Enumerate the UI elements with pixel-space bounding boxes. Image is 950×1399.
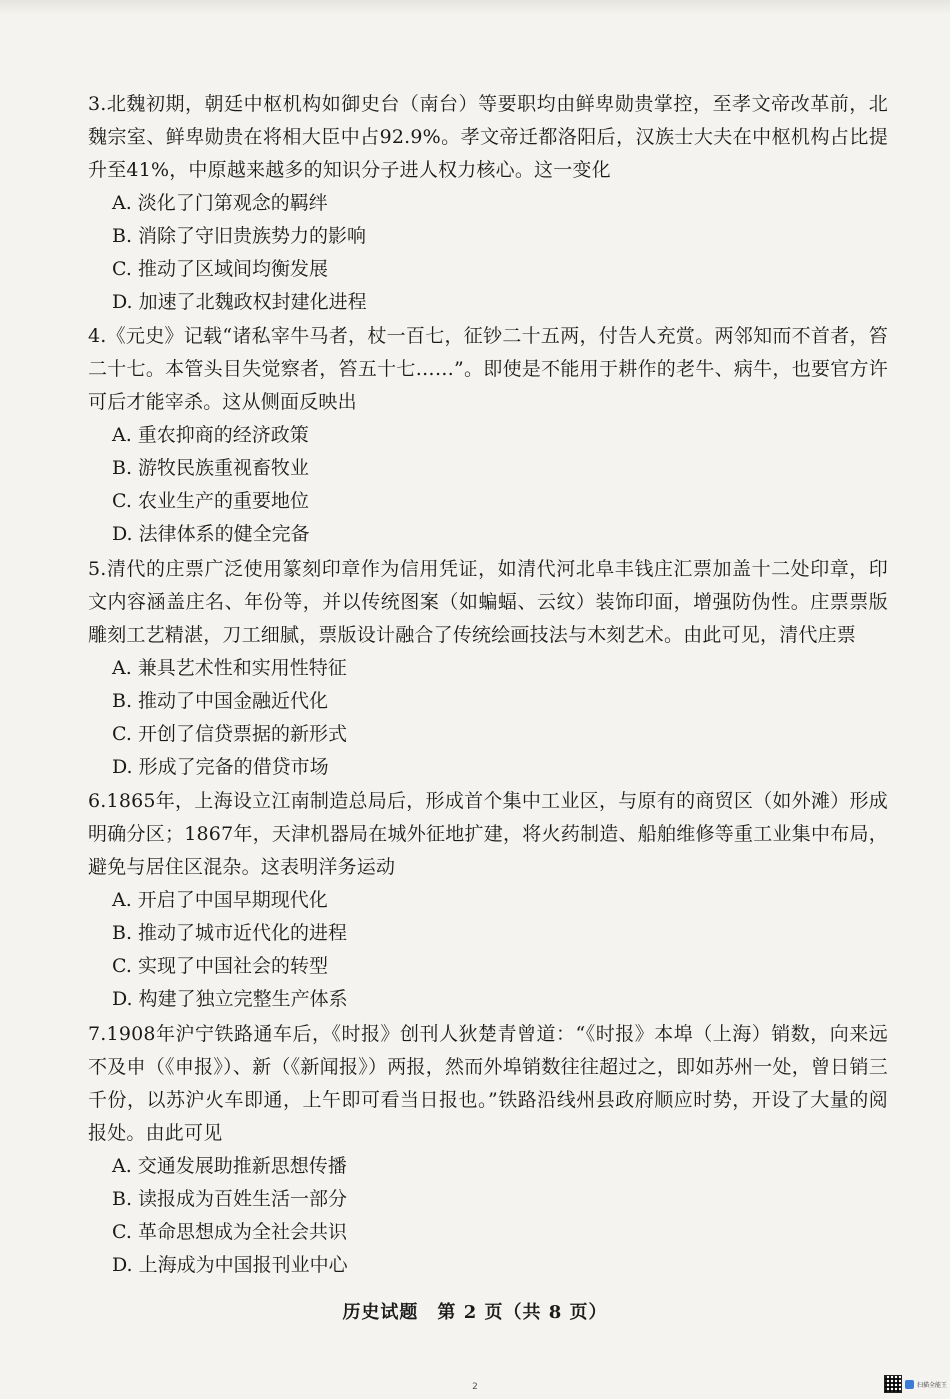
question-4 [88,320,888,551]
option-a: A. 兼具艺术性和实用性特征 [112,657,347,679]
question-stem: 4.《元史》记载“诸私宰牛马者，杖一百七，征钞二十五两，付告人充赏。两邻知而不首者，笞二十七。本管头目失觉察者，笞五十七……”。即使是不能用于耕作的老牛、病牛，也要官方许可后才能宰杀。这从侧面反映出 [88,325,888,413]
question-5 [88,553,888,784]
option-b: B. 推动了中国金融近代化 [112,690,329,712]
option-d: D. 加速了北魏政权封建化进程 [112,291,367,313]
qr-code-icon [884,1375,902,1393]
question-6 [88,785,888,1016]
option-a: A. 淡化了门第观念的羁绊 [112,192,328,214]
option-c: C. 推动了区域间均衡发展 [112,258,328,280]
question-7 [88,1018,888,1282]
option-a: A. 交通发展助推新思想传播 [112,1155,347,1177]
question-stem: 6.1865年，上海设立江南制造总局后，形成首个集中工业区，与原有的商贸区（如外滩）形成明确分区；1867年，天津机器局在城外征地扩建，将火药制造、船舶维修等重工业集中布局，避免与居住区混杂。这表明洋务运动 [88,790,888,878]
question-3 [88,88,888,319]
option-b: B. 推动了城市近代化的进程 [112,922,348,944]
option-d: D. 构建了独立完整生产体系 [112,988,348,1010]
option-c: C. 农业生产的重要地位 [112,490,309,512]
question-stem: 5.清代的庄票广泛使用篆刻印章作为信用凭证，如清代河北阜丰钱庄汇票加盖十二处印章，印文内容涵盖庄名、年份等，并以传统图案（如蝙蝠、云纹）装饰印面，增强防伪性。庄票票版雕刻工艺精湛，刀工细腻，票版设计融合了传统绘画技法与木刻艺术。由此可见，清代庄票 [88,558,888,646]
option-d: D. 形成了完备的借贷市场 [112,756,329,778]
option-a: A. 重农抑商的经济政策 [112,424,309,446]
scanner-label: 扫描全能王 [917,1381,948,1389]
scanner-watermark [884,1375,947,1393]
option-c: C. 实现了中国社会的转型 [112,955,328,977]
question-stem: 3.北魏初期，朝廷中枢机构如御史台（南台）等要职均由鲜卑勋贵掌控，至孝文帝改革前，北魏宗室、鲜卑勋贵在将相大臣中占92.9%。孝文帝迁都洛阳后，汉族士大夫在中枢机构占比提升至41%，中原越来越多的知识分子进人权力核心。这一变化 [88,93,888,181]
question-stem: 7.1908年沪宁铁路通车后，《时报》创刊人狄楚青曾道：“《时报》本埠（上海）销数，向来远不及申（《申报》）、新（《新闻报》）两报，然而外埠销数往往超过之，即如苏州一处，曾日销三千份，以苏沪火车即通，上午即可看当日报也。”铁路沿线州县政府顺应时势，开设了大量的阅报处。由此可见 [88,1023,888,1144]
option-a: A. 开启了中国早期现代化 [112,889,328,911]
option-b: B. 消除了守旧贵族势力的影响 [112,225,367,247]
page-footer: 历史试题 第 2 页（共 8 页） [342,1302,608,1323]
option-c: C. 革命思想成为全社会共识 [112,1221,347,1243]
option-d: D. 上海成为中国报刊业中心 [112,1254,348,1276]
page-number: 2 [472,1382,478,1392]
scan-edge [0,0,950,14]
option-d: D. 法律体系的健全完备 [112,523,310,545]
scanner-app-icon [905,1380,914,1389]
option-b: B. 游牧民族重视畜牧业 [112,457,310,479]
option-c: C. 开创了信贷票据的新形式 [112,723,347,745]
option-b: B. 读报成为百姓生活一部分 [112,1188,348,1210]
